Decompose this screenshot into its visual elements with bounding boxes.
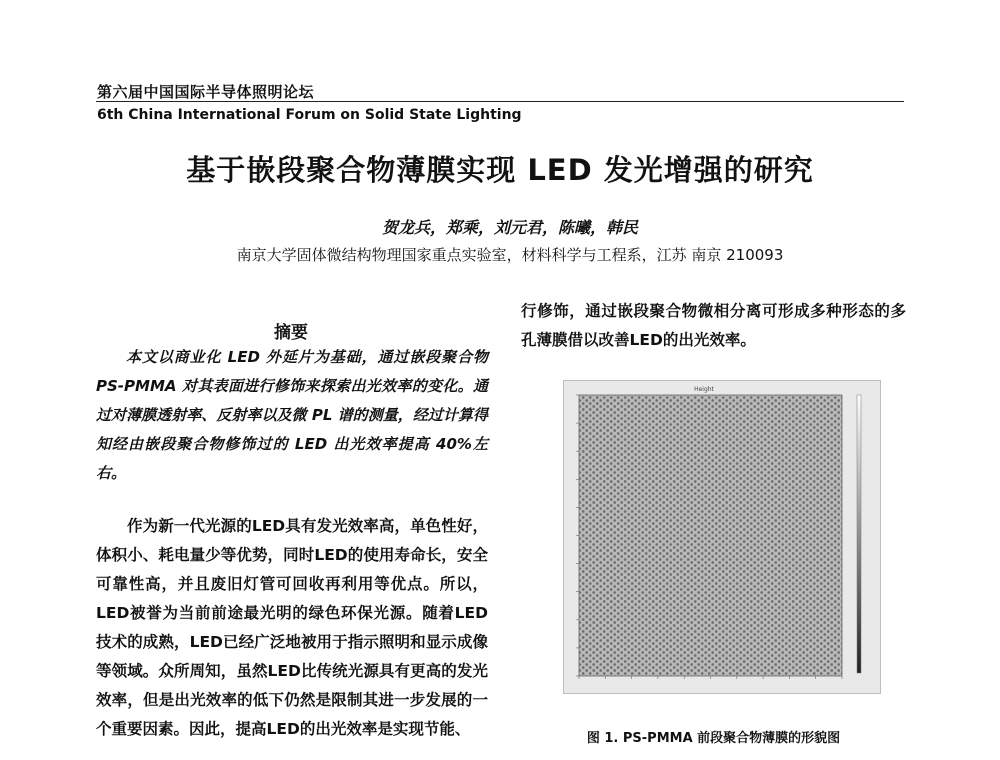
abstract-text: 本文以商业化 LED 外延片为基础，通过嵌段聚合物PS-PMMA 对其表面进行修饰来探索出光效率的变化。通过对薄膜透射率、反射率以及微 PL 谱的测量，经过计算得知经由嵌段聚合物修饰过的 LED 出光效率提高 40%左右。: [96, 348, 488, 482]
plot-title: Height: [694, 386, 714, 393]
affiliation: 南京大学固体微结构物理国家重点实验室，材料科学与工程系，江苏 南京 210093: [236, 246, 784, 264]
abstract-heading: 摘要: [274, 323, 308, 343]
figure-caption: 图 1. PS-PMMA 前段聚合物薄膜的形貌图: [586, 731, 841, 746]
header-chinese: 第六届中国国际半导体照明论坛: [97, 83, 315, 101]
pore-pattern: [579, 395, 842, 676]
right-column-text: 行修饰，通过嵌段聚合物微相分离可形成多种形态的多孔薄膜借以改善LED的出光效率。: [521, 302, 906, 349]
afm-figure: [563, 380, 881, 694]
paper-title: 基于嵌段聚合物薄膜实现 LED 发光增强的研究: [186, 153, 814, 187]
color-scale-bar: [857, 395, 861, 673]
header-divider: [96, 101, 904, 102]
header-english: 6th China International Forum on Solid State Lighting: [97, 107, 522, 123]
author-list: 贺龙兵，郑乘，刘元君，陈曦，韩民: [381, 218, 638, 237]
introduction-text: 作为新一代光源的LED具有发光效率高，单色性好，体积小、耗电量少等优势，同时LED的使用寿命长，安全可靠性高，并且废旧灯管可回收再利用等优点。所以，LED被誉为当前前途最光明的绿色环保光源。随着LED技术的成熟，LED已经广泛地被用于指示照明和显示成像等领域。众所周知，虽然LED比传统光源具有更高的发光效率，但是出光效率的低下仍然是限制其进一步发展的一个重要因素。因此，提高LED的出光效率是实现节能、: [96, 517, 488, 738]
afm-height-map: [564, 381, 880, 693]
